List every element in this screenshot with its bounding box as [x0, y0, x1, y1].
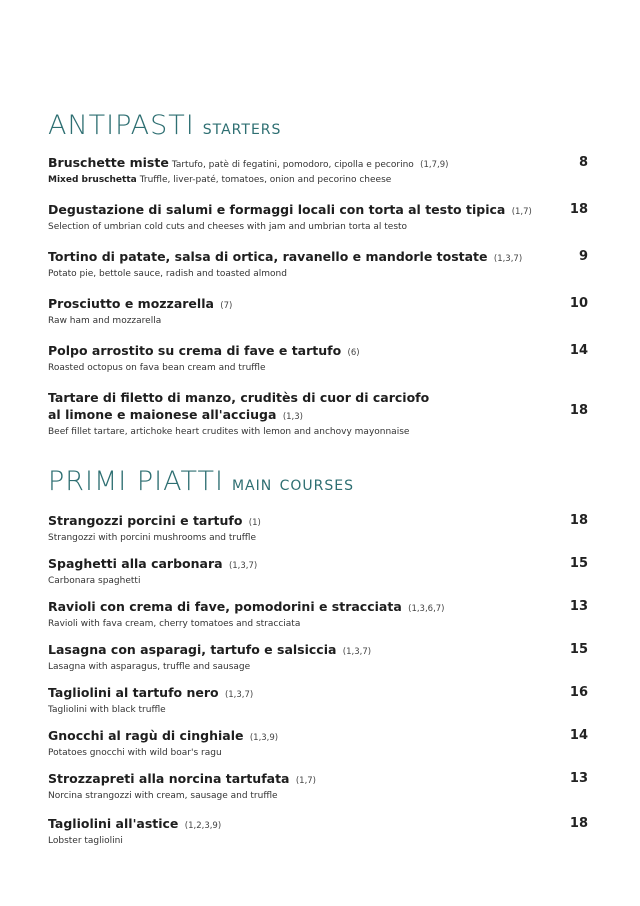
item-allergens: (1,3,7): [493, 254, 523, 264]
menu-item: [48, 154, 588, 187]
menu-item: [48, 684, 588, 717]
item-english-description: Carbonara spaghetti: [48, 576, 141, 586]
item-name: Strozzapreti alla norcina tartufata: [48, 771, 290, 786]
menu-item: [48, 727, 588, 760]
item-price: 18: [569, 403, 588, 418]
item-allergens: (1,7): [295, 776, 316, 786]
item-name-line: [48, 598, 588, 618]
item-price: 18: [569, 513, 588, 528]
section-title-sub: main courses: [231, 471, 354, 495]
menu-item: [48, 641, 588, 674]
menu-item: [48, 598, 588, 631]
item-english-description: Strangozzi with porcini mushrooms and truffle: [48, 533, 257, 543]
item-name-line: [48, 555, 588, 575]
item-name: Prosciutto e mozzarella: [48, 296, 214, 311]
item-english-description: Beef fillet tartare, artichoke heart crudites with lemon and anchovy mayonnaise: [48, 427, 410, 437]
item-english-description: Selection of umbrian cold cuts and cheeses with jam and umbrian torta al testo: [48, 222, 408, 232]
menu-item: [48, 770, 588, 803]
item-price: 9: [578, 249, 588, 264]
item-price: 14: [569, 343, 588, 358]
item-name-line: [48, 815, 588, 835]
item-name-line2: al limone e maionese all'acciuga: [48, 407, 277, 422]
item-name-line: [48, 295, 588, 315]
item-allergens: (1,3,9): [249, 733, 279, 743]
item-name-line: [48, 727, 588, 747]
item-name-line: [48, 512, 588, 532]
item-allergens: (1,2,3,9): [184, 821, 222, 831]
item-price: 16: [569, 685, 588, 700]
item-price: 15: [569, 556, 588, 571]
item-name: Polpo arrostito su crema di fave e tartufo: [48, 343, 342, 358]
item-allergens: (1,3,7): [224, 690, 254, 700]
item-name-line: [48, 406, 588, 426]
item-allergens: (1,7,9): [420, 160, 449, 170]
section-title-main: PRIMI PIATTI: [48, 466, 224, 497]
item-name: Tagliolini all'astice: [48, 816, 179, 831]
menu-item: [48, 248, 588, 281]
item-allergens: (1,3): [282, 412, 303, 422]
item-name: Degustazione di salumi e formaggi locali con torta al testo tipica: [48, 202, 506, 217]
item-name: Tagliolini al tartufo nero: [48, 685, 219, 700]
item-english-line: [48, 174, 588, 187]
item-name-line: [48, 201, 588, 221]
item-name-line: [48, 684, 588, 704]
menu-item: [48, 512, 588, 545]
item-price: 14: [569, 728, 588, 743]
item-price: 13: [569, 599, 588, 614]
item-name: Lasagna con asparagi, tartufo e salsiccia: [48, 642, 337, 657]
menu-item: [48, 389, 588, 439]
section-title-antipasti: [48, 110, 281, 141]
item-allergens: (1): [248, 518, 261, 528]
item-english-description: Lasagna with asparagus, truffle and sausage: [48, 662, 251, 672]
item-name-line: [48, 342, 588, 362]
item-price: 18: [569, 816, 588, 831]
item-price: 18: [569, 202, 588, 217]
item-english-description: Potatoes gnocchi with wild boar's ragu: [48, 748, 222, 758]
item-price: 15: [569, 642, 588, 657]
item-name: Tartare di filetto di manzo, cruditès di cuor di carciofo: [48, 390, 430, 405]
item-name-line: [48, 770, 588, 790]
item-english-description: Ravioli with fava cream, cherry tomatoes and stracciata: [48, 619, 301, 629]
item-english-description: Roasted octopus on fava bean cream and truffle: [48, 363, 266, 373]
item-english-description: Potato pie, bettole sauce, radish and toasted almond: [48, 269, 287, 279]
item-price: 8: [578, 155, 588, 170]
item-english-name: Mixed bruschetta: [48, 175, 137, 185]
item-allergens: (1,3,7): [342, 647, 372, 657]
item-english-description: Raw ham and mozzarella: [48, 316, 162, 326]
menu-item: [48, 201, 588, 234]
item-price: 13: [569, 771, 588, 786]
item-english-description: Lobster tagliolini: [48, 836, 123, 846]
item-name: Tortino di patate, salsa di ortica, ravanello e mandorle tostate: [48, 249, 488, 264]
item-english-description: Truffle, liver-paté, tomatoes, onion and pecorino cheese: [139, 175, 392, 185]
menu-item: [48, 815, 588, 848]
section-title-sub: starters: [202, 115, 282, 139]
item-allergens: (7): [220, 301, 233, 311]
item-name: Strangozzi porcini e tartufo: [48, 513, 243, 528]
section-title-primi: [48, 466, 354, 497]
item-english-description: Tagliolini with black truffle: [48, 705, 166, 715]
item-name: Gnocchi al ragù di cinghiale: [48, 728, 244, 743]
item-name: Spaghetti alla carbonara: [48, 556, 223, 571]
item-allergens: (6): [347, 348, 360, 358]
item-name: Ravioli con crema di fave, pomodorini e stracciata: [48, 599, 402, 614]
item-allergens: (1,3,7): [228, 561, 258, 571]
item-italian-description: Tartufo, patè di fegatini, pomodoro, cipolla e pecorino: [171, 160, 414, 170]
item-allergens: (1,3,6,7): [408, 604, 445, 614]
item-english-description: Norcina strangozzi with cream, sausage and truffle: [48, 791, 278, 801]
menu-item: [48, 555, 588, 588]
section-title-main: ANTIPASTI: [48, 110, 195, 141]
item-name-line: [48, 641, 588, 661]
menu-item: [48, 342, 588, 375]
item-name: Bruschette miste: [48, 155, 169, 170]
item-name-line: [48, 248, 588, 268]
item-allergens: (1,7): [511, 207, 532, 217]
item-price: 10: [569, 296, 588, 311]
item-name-line: [48, 154, 588, 174]
menu-item: [48, 295, 588, 328]
